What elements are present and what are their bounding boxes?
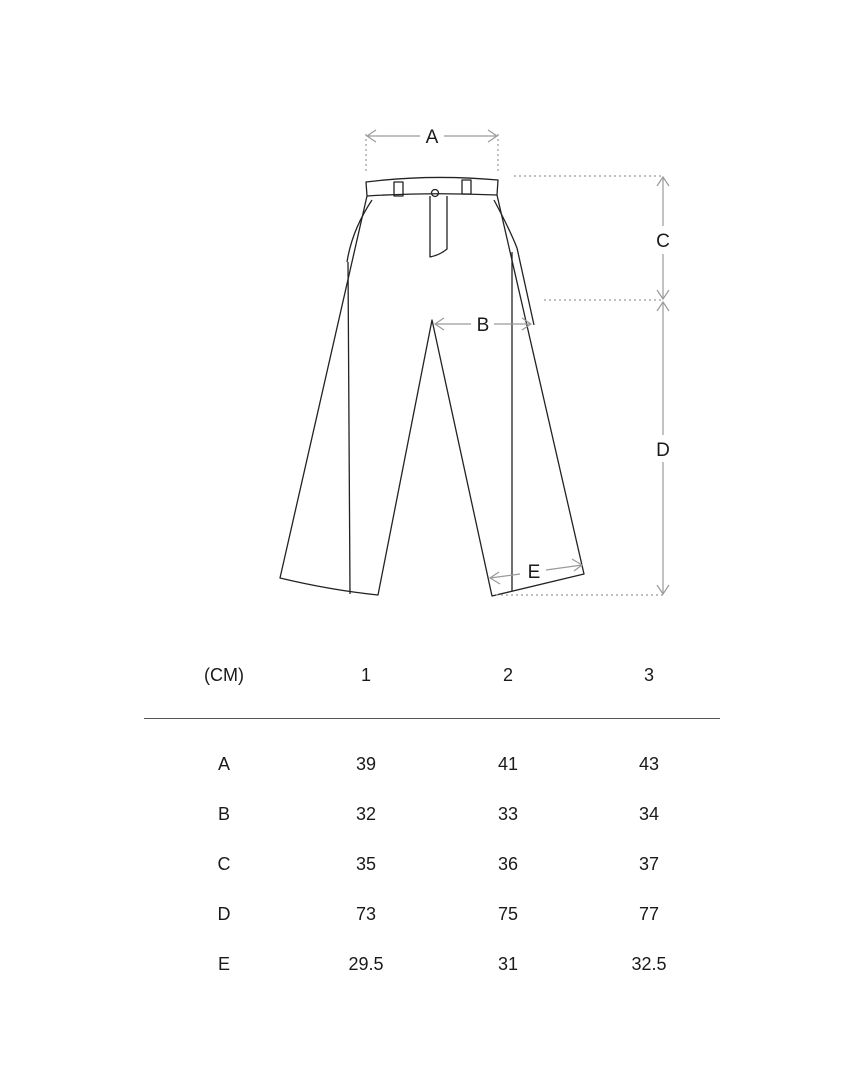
- row-label: E: [217, 954, 231, 974]
- table-cell: 32: [355, 804, 377, 824]
- table-cell: 77: [638, 904, 660, 924]
- table-row: [144, 744, 720, 794]
- table-cell: 33: [497, 804, 519, 824]
- size-header-2: 2: [502, 665, 514, 685]
- table-cell: 41: [497, 754, 519, 774]
- label-a: A: [425, 127, 439, 148]
- dimension-labels: [426, 127, 670, 583]
- table-row: [144, 844, 720, 894]
- table-cell: 73: [355, 904, 377, 924]
- table-row: [144, 944, 720, 994]
- table-divider: [144, 718, 720, 719]
- table-cell: 31: [497, 954, 519, 974]
- size-header-1: 1: [360, 665, 372, 685]
- row-label: D: [217, 904, 231, 924]
- table-cell: 34: [638, 804, 660, 824]
- table-cell: 36: [497, 854, 519, 874]
- table-cell: 32.5: [631, 954, 667, 974]
- table-cell: 37: [638, 854, 660, 874]
- table-cell: 29.5: [348, 954, 384, 974]
- table-header-row: [144, 655, 720, 695]
- label-d: D: [656, 440, 670, 461]
- table-row: [144, 894, 720, 944]
- row-label: A: [217, 754, 231, 774]
- pants-outline: [280, 177, 584, 596]
- row-label: B: [217, 804, 231, 824]
- table-row: [144, 794, 720, 844]
- size-header-3: 3: [643, 665, 655, 685]
- label-b: B: [476, 315, 490, 336]
- label-e: E: [527, 562, 541, 583]
- dimension-guides: [366, 130, 669, 595]
- table-cell: 35: [355, 854, 377, 874]
- row-label: C: [217, 854, 231, 874]
- size-table: [144, 655, 720, 974]
- table-cell: 43: [638, 754, 660, 774]
- table-cell: 39: [355, 754, 377, 774]
- unit-header: (CM): [204, 665, 244, 685]
- table-body: [144, 744, 720, 994]
- label-c: C: [656, 231, 670, 252]
- table-cell: 75: [497, 904, 519, 924]
